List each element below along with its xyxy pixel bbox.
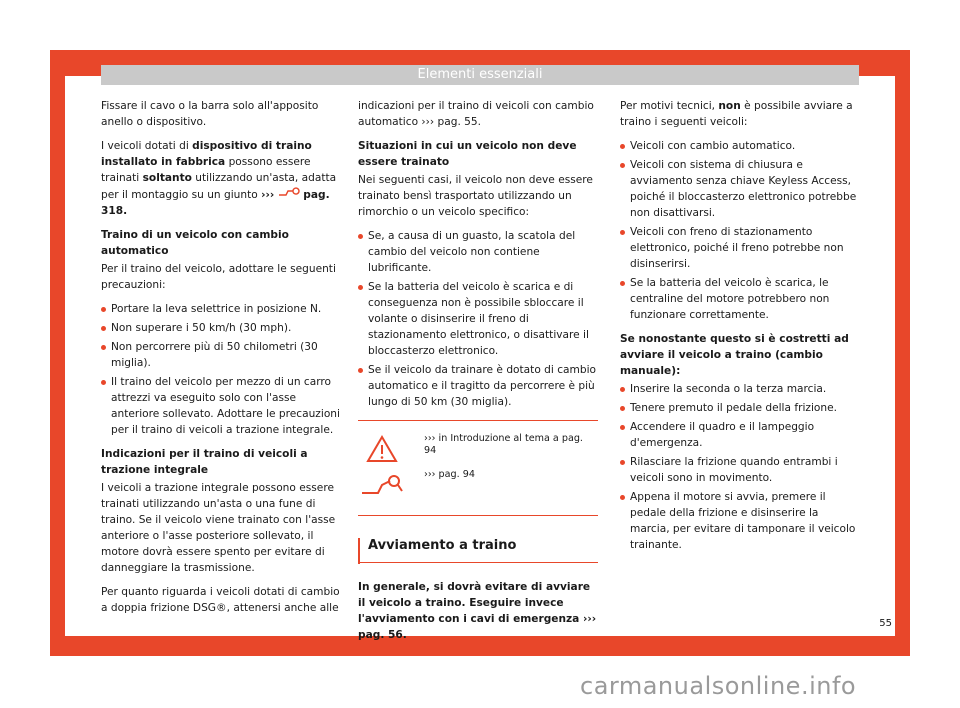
paragraph: I veicoli a trazione integrale possono essere trainati utilizzando un'asta o una fune di traino. Se il veicolo viene trainato con l'asse anteriore o l'asse posteriore sollevato, il motore dovrà essere spento per evitare di danneggiare la trasmissione. bbox=[101, 482, 336, 574]
paragraph: Per quanto riguarda i veicoli dotati di cambio a doppia frizione DSG®, attenersi anche alle bbox=[101, 586, 340, 614]
page-number: 55 bbox=[879, 618, 892, 629]
subheading: Situazioni in cui un veicolo non deve essere trainato bbox=[358, 140, 577, 168]
bold-text: dispositivo di traino installato in fabbrica bbox=[101, 140, 312, 168]
list-item: Inserire la seconda o la terza marcia. bbox=[620, 381, 860, 397]
list-item: Non superare i 50 km/h (30 mph). bbox=[101, 320, 341, 336]
list-item: Se la batteria del veicolo è scarica, le centraline del motore potrebbero non funzionare correttamente. bbox=[620, 275, 860, 323]
text: I veicoli dotati di bbox=[101, 140, 193, 152]
bold-text: soltanto bbox=[142, 172, 192, 184]
paragraph bbox=[620, 98, 860, 130]
list-item: Se, a causa di un guasto, la scatola del cambio del veicolo non contiene lubrificante. bbox=[358, 228, 598, 276]
paragraph bbox=[101, 138, 341, 219]
section-title: Avviamento a traino bbox=[358, 538, 598, 563]
reference-row bbox=[358, 469, 598, 501]
list-item: Se il veicolo da trainare è dotato di cambio automatico e il tragitto da percorrere è più lungo di 50 km (30 miglia). bbox=[358, 362, 598, 410]
reference-text[interactable]: ››› pag. 94 bbox=[424, 469, 475, 480]
column-2 bbox=[358, 98, 598, 651]
list-item: Veicoli con sistema di chiusura e avviamento senza chiave Keyless Access, poiché il bloccasterzo elettronico potrebbe non disattivarsi. bbox=[620, 157, 860, 221]
subheading: Traino di un veicolo con cambio automatico bbox=[101, 229, 289, 257]
page-link[interactable]: pag. 318. bbox=[101, 189, 330, 217]
text: utilizzando un'asta, adatta per il montaggio su un giunto bbox=[101, 172, 337, 201]
text: Per motivi tecnici, bbox=[620, 100, 719, 112]
paragraph: Fissare il cavo o la barra solo all'apposito anello o dispositivo. bbox=[101, 100, 319, 128]
intro-paragraph: In generale, si dovrà evitare di avviare il veicolo a traino. Eseguire invece l'avviamento con i cavi di emergenza ››› pag. 56. bbox=[358, 581, 597, 641]
list-item: Il traino del veicolo per mezzo di un carro attrezzi va eseguito solo con l'asse anteriore sollevato. Adottare le precauzioni per il traino di veicoli a trazione integrale. bbox=[101, 374, 341, 438]
subheading: Indicazioni per il traino di veicoli a trazione integrale bbox=[101, 448, 308, 476]
page-link-arrows[interactable]: ››› bbox=[261, 189, 275, 201]
reference-text[interactable]: ››› in Introduzione al tema a pag. 94 bbox=[424, 433, 583, 456]
list-item: Veicoli con cambio automatico. bbox=[620, 138, 860, 154]
subheading: Se nonostante questo si è costretti ad avviare il veicolo a traino (cambio manuale): bbox=[620, 333, 849, 377]
warning-icon bbox=[358, 433, 406, 465]
paragraph: Nei seguenti casi, il veicolo non deve essere trainato bensì trasportato utilizzando un rimorchio o un veicolo specifico: bbox=[358, 174, 593, 218]
watermark: carmanualsonline.info bbox=[580, 672, 857, 700]
text: possono essere trainati bbox=[101, 156, 311, 184]
paragraph: indicazioni per il traino di veicoli con cambio automatico ››› pag. 55. bbox=[358, 100, 594, 128]
reference-box bbox=[358, 420, 598, 516]
bold-text: non bbox=[718, 100, 741, 112]
list-item: Portare la leva selettrice in posizione N. bbox=[101, 301, 341, 317]
list-item: Se la batteria del veicolo è scarica e di conseguenza non è possibile sbloccare il volante o disinserire il freno di stazionamento elettronico, o disattivare il bloccasterzo elettronico. bbox=[358, 279, 598, 359]
list-item: Non percorrere più di 50 chilometri (30 miglia). bbox=[101, 339, 341, 371]
tow-hook-icon bbox=[278, 186, 300, 198]
page-header: Elementi essenziali bbox=[101, 65, 859, 85]
column-1 bbox=[101, 98, 341, 624]
tow-hook-icon bbox=[358, 469, 406, 501]
list-item: Rilasciare la frizione quando entrambi i veicoli sono in movimento. bbox=[620, 454, 860, 486]
paragraph: Per il traino del veicolo, adottare le seguenti precauzioni: bbox=[101, 263, 336, 291]
reference-row bbox=[358, 433, 598, 465]
list-item: Appena il motore si avvia, premere il pedale della frizione e disinserire la marcia, per evitare di tamponare il veicolo trainante. bbox=[620, 489, 860, 553]
column-3 bbox=[620, 98, 860, 556]
list-item: Accendere il quadro e il lampeggio d'emergenza. bbox=[620, 419, 860, 451]
list-item: Veicoli con freno di stazionamento elettronico, poiché il freno potrebbe non disinserirsi. bbox=[620, 224, 860, 272]
text: è possibile avviare a traino i seguenti veicoli: bbox=[620, 100, 853, 128]
list-item: Tenere premuto il pedale della frizione. bbox=[620, 400, 860, 416]
